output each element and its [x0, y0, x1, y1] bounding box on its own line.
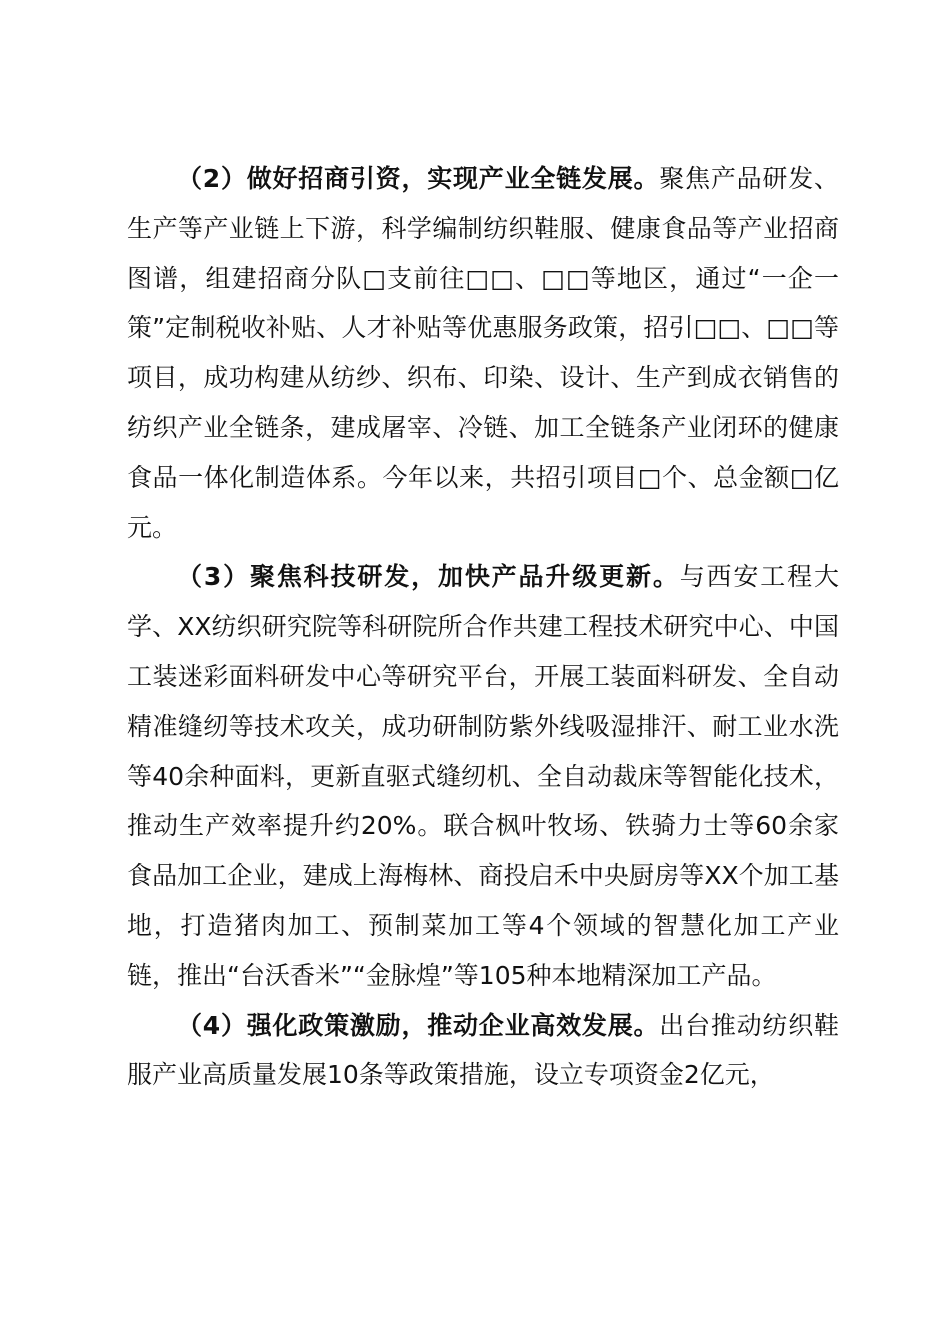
paragraph-text: 与西安工程大学、XX纺织研究院等科研院所合作共建工程技术研究中心、中国工装迷彩面料研发中心等研究平台，开展工装面料研发、全自动精准缝纫等技术攻关，成功研制防紫外线吸湿排汗、耐工业水洗等40余种面料，更新直驱式缝纫机、全自动裁床等智能化技术，推动生产效率提升约20%。联合枫叶牧场、铁骑力士等60余家食品加工企业，建成上海梅林、商投启禾中央厨房等XX个加工基地，打造猪肉加工、预制菜加工等4个领域的智慧化加工产业链，推出“台沃香米”“金脉煌”等105种本地精深加工产品。 [127, 562, 839, 990]
document-body [127, 154, 839, 1100]
paragraph-text: 聚焦产品研发、生产等产业链上下游，科学编制纺织鞋服、健康食品等产业招商图谱，组建招商分队□支前往□□、□□等地区，通过“一企一策”定制税收补贴、人才补贴等优惠服务政策，招引□□、□□等项目，成功构建从纺纱、织布、印染、设计、生产到成衣销售的纺织产业全链条，建成屠宰、冷链、加工全链条产业闭环的健康食品一体化制造体系。今年以来，共招引项目□个、总金额□亿元。 [127, 164, 839, 542]
paragraph-heading: （4）强化政策激励，推动企业高效发展。 [177, 1010, 660, 1040]
paragraph-policy [127, 1001, 839, 1101]
paragraph-heading: （3）聚焦科技研发，加快产品升级更新。 [177, 562, 680, 592]
paragraph-investment [127, 154, 839, 552]
paragraph-heading: （2）做好招商引资，实现产业全链发展。 [177, 164, 660, 193]
paragraph-research [127, 552, 839, 1000]
paragraph-text: 出台推动纺织鞋服产业高质量发展10条等政策措施，设立专项资金2亿元， [127, 1010, 839, 1090]
